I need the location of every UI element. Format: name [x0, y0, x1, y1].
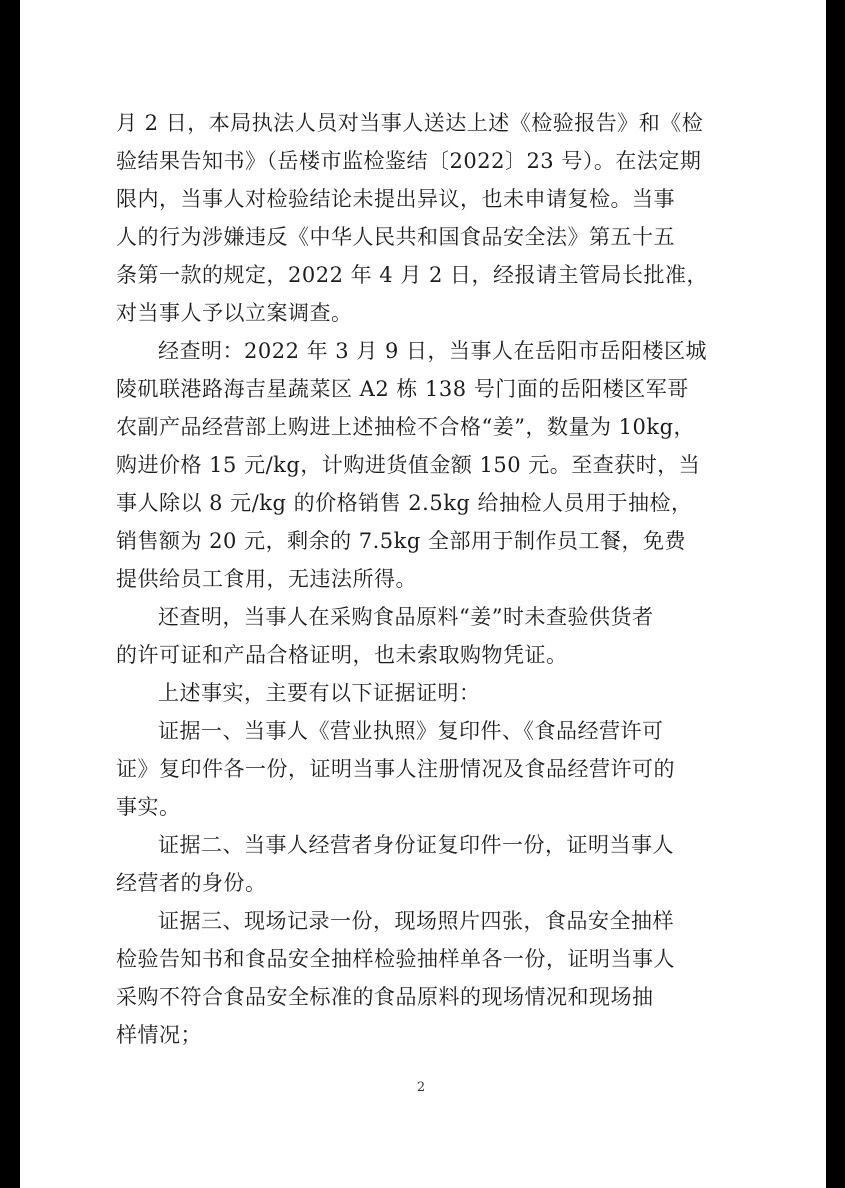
text-line: 证据三、现场记录一份，现场照片四张，食品安全抽样 [158, 909, 674, 933]
text-line: 还查明，当事人在采购食品原料“姜”时未查验供货者 [158, 605, 654, 629]
text-line: 销售额为 20 元，剩余的 7.5kg 全部用于制作员工餐，免费 [116, 529, 686, 553]
text-line: 样情况； [116, 1023, 202, 1047]
text-line: 上述事实，主要有以下证据证明： [158, 681, 481, 705]
text-line: 经查明：2022 年 3 月 9 日，当事人在岳阳市岳阳楼区城 [158, 339, 708, 363]
text-line: 事实。 [116, 795, 181, 819]
text-line: 限内，当事人对检验结论未提出异议，也未申请复检。当事 [116, 187, 675, 211]
text-line: 证据一、当事人《营业执照》复印件、《食品经营许可 [158, 719, 664, 743]
scan-left-border [6, 0, 20, 1188]
text-line: 提供给员工食用，无违法所得。 [116, 567, 417, 591]
text-line: 农副产品经营部上购进上述抽检不合格“姜”，数量为 10kg， [116, 415, 696, 439]
document-page [6, 0, 836, 1188]
text-line: 购进价格 15 元/kg，计购进货值金额 150 元。至查获时，当 [116, 453, 701, 477]
text-line: 经营者的身份。 [116, 871, 267, 895]
text-line: 检验告知书和食品安全抽样检验抽样单各一份，证明当事人 [116, 947, 675, 971]
text-line: 人的行为涉嫌违反《中华人民共和国食品安全法》第五十五 [116, 225, 675, 249]
text-line: 事人除以 8 元/kg 的价格销售 2.5kg 给抽检人员用于抽检， [116, 491, 693, 515]
text-line: 对当事人予以立案调查。 [116, 301, 353, 325]
text-line: 的许可证和产品合格证明，也未索取购物凭证。 [116, 643, 568, 667]
text-line: 验结果告知书》（岳楼市监检鉴结〔2022〕23 号）。在法定期 [116, 149, 702, 173]
text-line: 证据二、当事人经营者身份证复印件一份，证明当事人 [158, 833, 674, 857]
scan-right-border [826, 0, 836, 1188]
body-text [116, 104, 756, 1054]
page-number: 2 [416, 1080, 426, 1095]
text-line: 月 2 日，本局执法人员对当事人送达上述《检验报告》和《检 [116, 111, 704, 135]
text-line: 采购不符合食品安全标准的食品原料的现场情况和现场抽 [116, 985, 654, 1009]
text-line: 证》复印件各一份，证明当事人注册情况及食品经营许可的 [116, 757, 675, 781]
text-line: 条第一款的规定，2022 年 4 月 2 日，经报请主管局长批准， [116, 263, 709, 287]
text-line: 陵矶联港路海吉星蔬菜区 A2 栋 138 号门面的岳阳楼区军哥 [116, 377, 689, 401]
